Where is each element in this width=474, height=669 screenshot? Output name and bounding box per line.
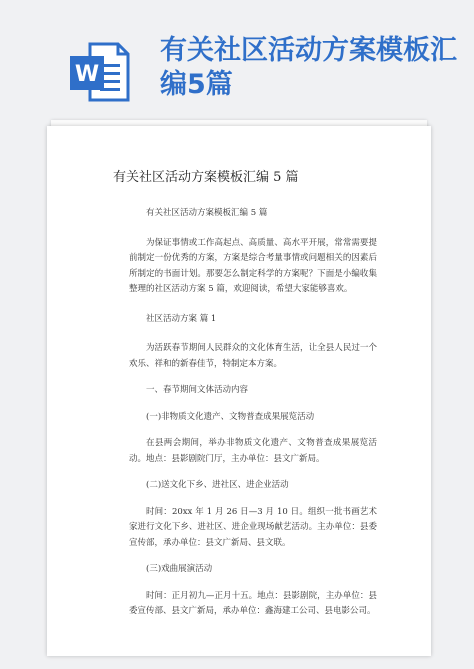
paragraph: (一)非物质文化遗产、文物普查成果展览活动 [146,411,315,422]
paragraph: 为保证事情或工作高起点、高质量、高水平开展，常常需要提前制定一份优秀的方案，方案是综合考量事情或问题相关的因素后所制定的书面计划。那要怎么制定科学的方案呢？下面是小编收集整理的社区活动方案 5 篇，欢迎阅读，希望大家能够喜欢。 [129,237,377,294]
paragraph: 有关社区活动方案模板汇编 5 篇 [146,208,268,218]
paragraph: 时间：20xx 年 1 月 26 日—3 月 10 日。组织一批书画艺术家进行文化下乡、进社区、进企业现场献艺活动。主办单位：县委宣传部，承办单位：县文广新局、县文联。 [129,506,377,548]
page-header [0,0,474,118]
paragraph: 在县两会期间，举办非物质文化遗产、文物普查成果展览活动。地点：县影剧院门厅，主办单位：县文广新局。 [129,438,377,464]
document-heading: 有关社区活动方案模板汇编5篇 [160,35,457,100]
word-icon-letter: W [74,62,100,87]
page-title: 有关社区活动方案模板汇编 5 篇 [113,170,299,185]
paragraph: (二)送文化下乡、进社区、进企业活动 [146,480,289,490]
paragraph: (三)戏曲展演活动 [146,564,213,574]
paragraph: 一、春节期间文体活动内容 [146,385,249,395]
section-heading: 社区活动方案 篇 1 [146,313,217,324]
paragraph: 为活跃春节期间人民群众的文化体育生活，让全县人民过一个欢乐、祥和的新春佳节，特制定本方案。 [129,343,377,369]
document-page [47,126,431,656]
paragraph: 时间：正月初九—正月十五。地点：县影剧院，主办单位：县委宣传部、县文广新局，承办单位：鑫海建工公司、县电影公司。 [129,590,377,616]
word-document-icon [68,40,132,104]
document-body [129,206,377,620]
